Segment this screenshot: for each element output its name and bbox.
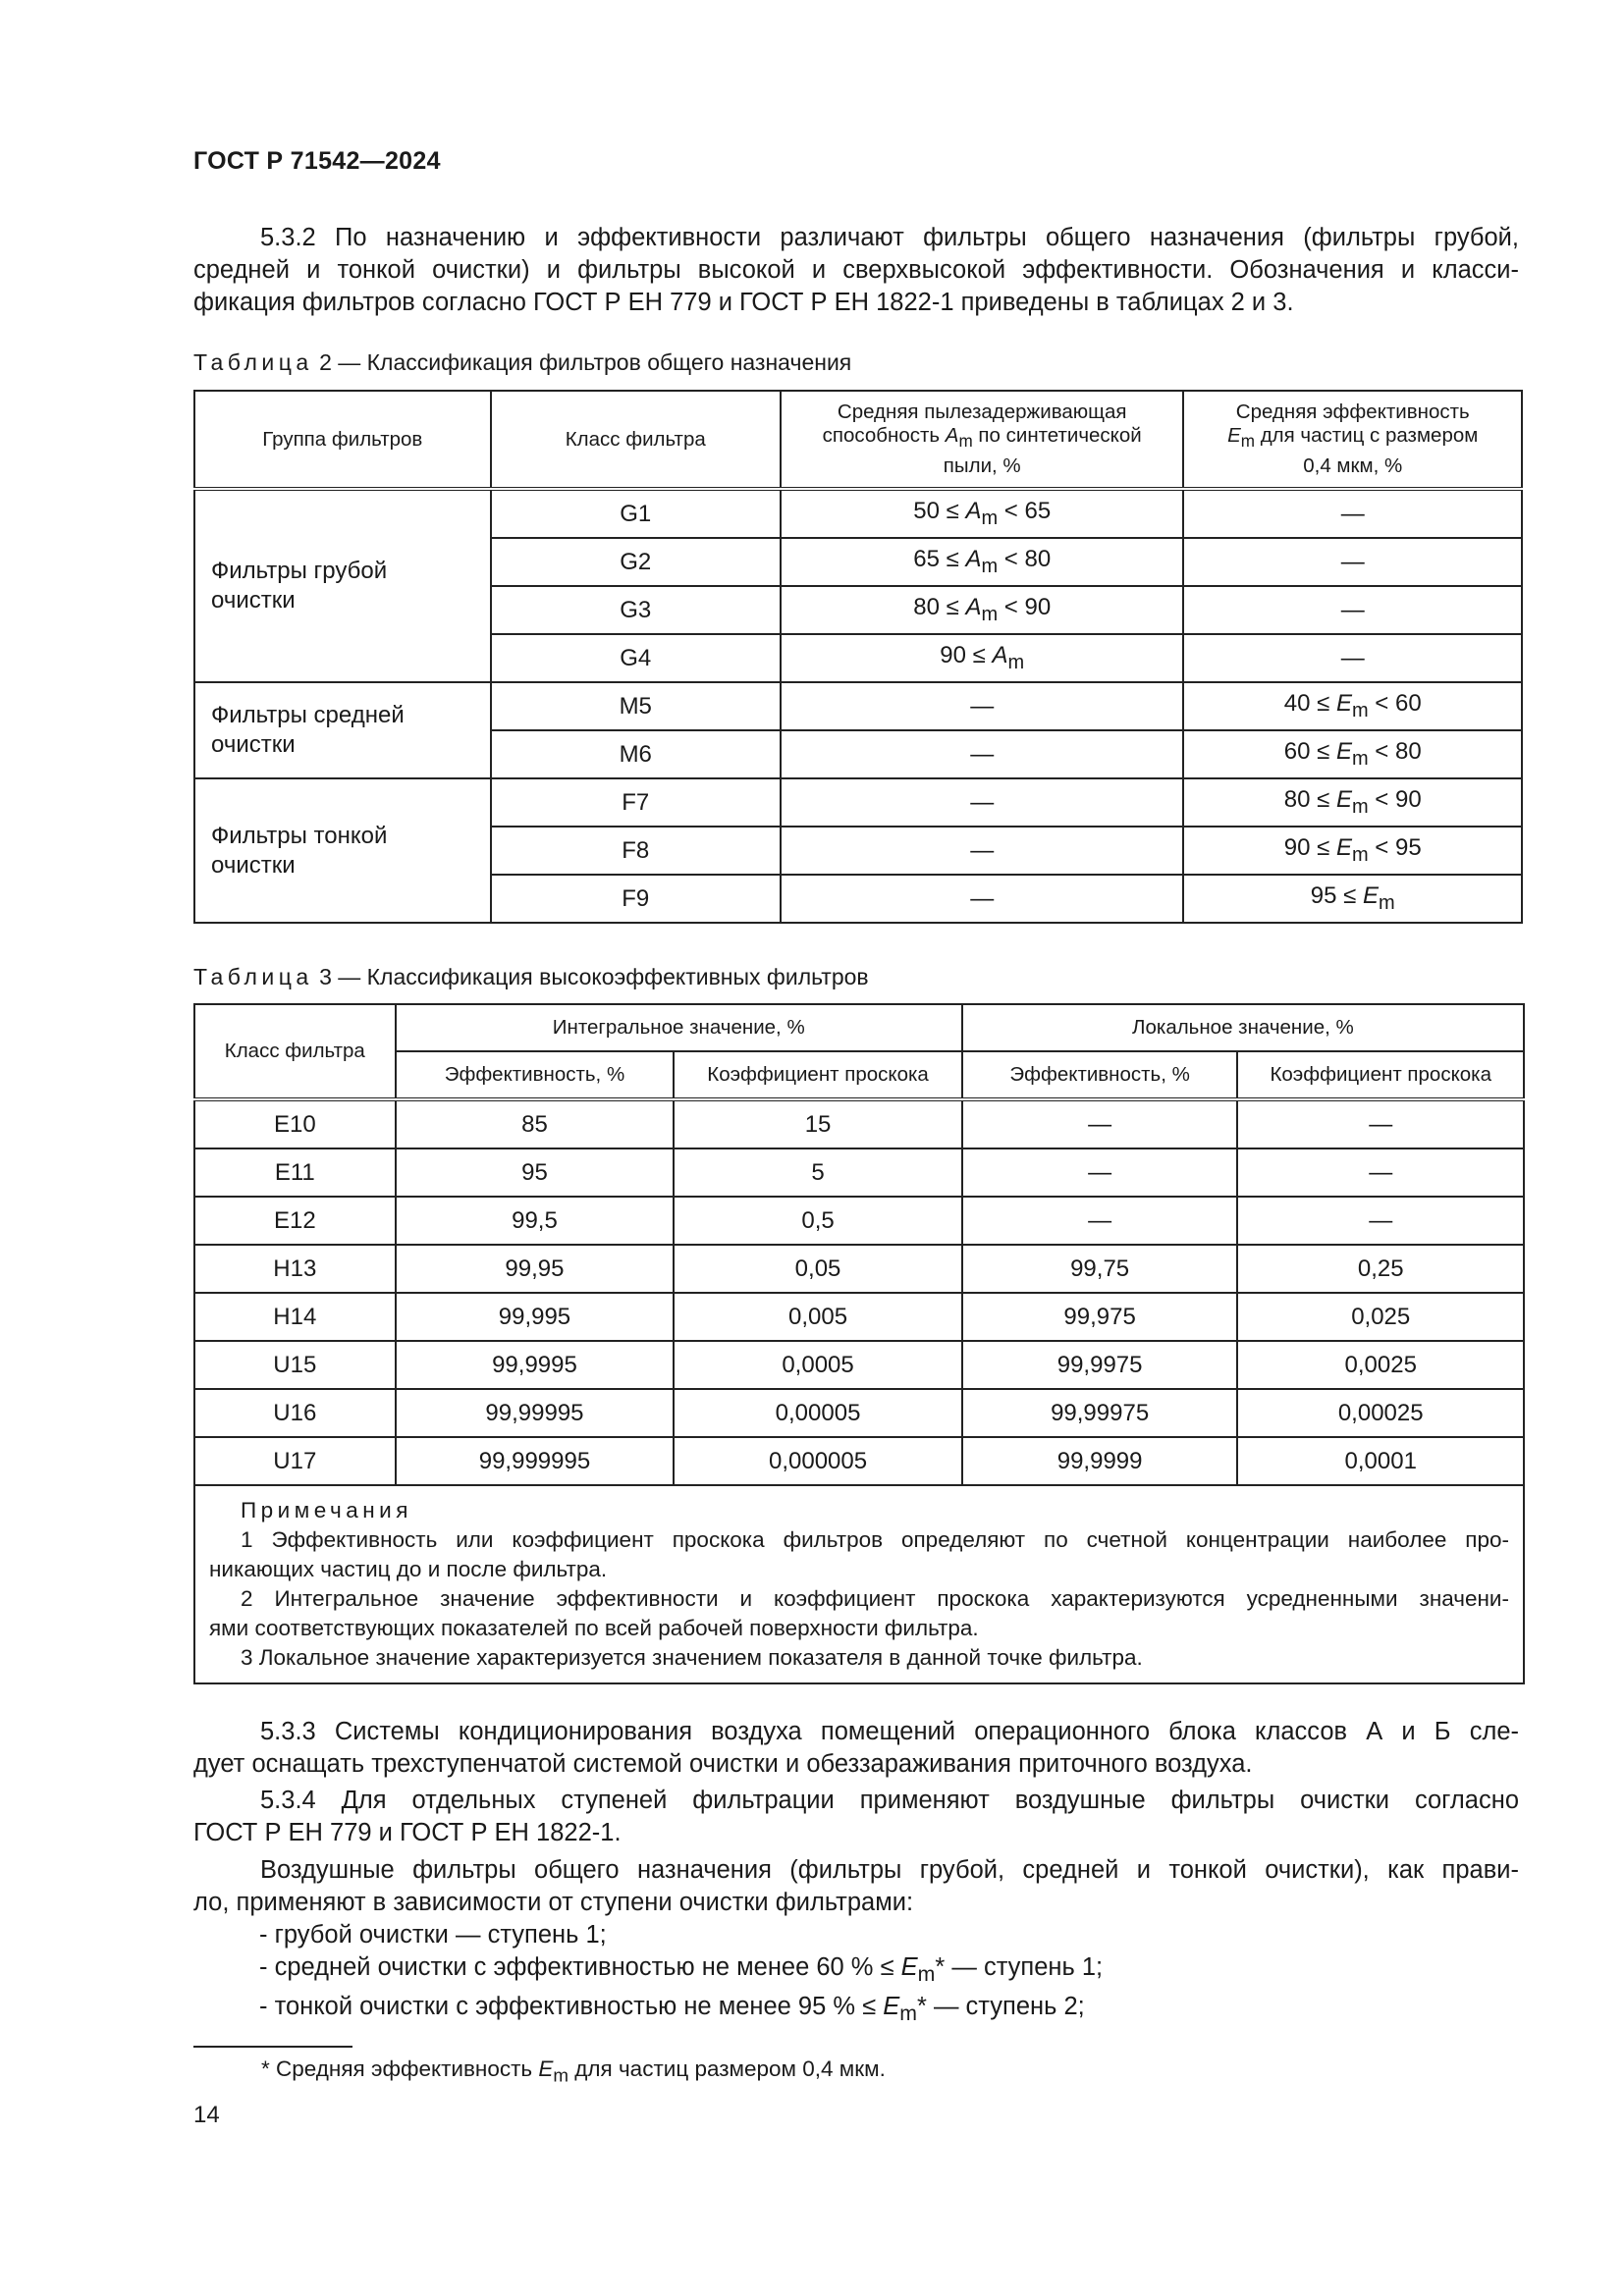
table3-header-integral-eff: Эффективность, % [396,1051,675,1099]
am-cell: $50 \le A_m < 65$ [781,489,1183,538]
value-cell: 0,0005 [674,1341,962,1389]
table3-header-class: Класс фильтра [194,1004,396,1099]
value-cell: 0,05 [674,1245,962,1293]
group-label: очистки [211,587,296,614]
paragraph-general-filters [193,1854,1519,1919]
am-cell: — [781,827,1183,875]
class-cell: G4 [491,634,781,682]
paragraph-5-3-3 [193,1716,1519,1781]
value-cell: 99,5 [396,1197,675,1245]
em-cell: $40 \le E_m < 60$ [1183,682,1522,730]
value-cell: 0,005 [674,1293,962,1341]
em-cell: — [1183,538,1522,586]
paragraph-line: средней и тонкой очистки) и фильтры высокой и сверхвысокой эффективности. Обозначения и класси- [193,256,1519,284]
group-label: Фильтры средней [211,702,405,728]
em-cell: $80 \le E_m < 90$ [1183,778,1522,827]
table-row [194,1148,1524,1197]
table2-header-em [1183,391,1522,489]
header-line: Средняя пылезадерживающая [837,400,1127,424]
value-cell: 0,025 [1237,1293,1524,1341]
value-cell: 5 [674,1148,962,1197]
am-cell: $65 \le A_m < 80$ [781,538,1183,586]
table-row [194,1245,1524,1293]
group-label: очистки [211,851,296,879]
table2-group-fine [194,778,491,923]
table2-group-coarse [194,489,491,682]
table3-header-row [194,1004,1524,1051]
note-line: 1 Эффективность или коэффициент проскока фильтров определяют по счетной концентрации наиболее про- [241,1527,1509,1552]
paragraph-line: 5.3.4 Для отдельных ступеней фильтрации применяют воздушные фильтры очистки согласно [260,1787,1519,1814]
table-row [194,1437,1524,1485]
paragraph-line: Воздушные фильтры общего назначения (фильтры грубой, средней и тонкой очистки), как прави- [260,1856,1519,1884]
list-item: - тонкой очистки с эффективностью не менее 95 % ≤ $E_m*$ — ступень 2; [259,1993,1085,2026]
class-cell: G1 [491,489,781,538]
class-cell: U16 [194,1389,396,1437]
am-cell: — [781,730,1183,778]
class-cell: E12 [194,1197,396,1245]
table3-caption-text: 3 — Классификация высокоэффективных фильтров [319,964,869,989]
paragraph-line: ГОСТ Р ЕН 779 и ГОСТ Р ЕН 1822-1. [193,1819,622,1846]
table3-header-local-eff: Эффективность, % [962,1051,1238,1099]
table-row [194,1293,1524,1341]
group-label: очистки [211,731,296,758]
value-cell: 99,99995 [396,1389,675,1437]
table3-header-local-coef: Коэффициент проскока [1237,1051,1524,1099]
value-cell: 0,25 [1237,1245,1524,1293]
table-row [194,682,1522,730]
value-cell: 99,9995 [396,1341,675,1389]
table3-caption [193,964,869,990]
class-cell: F8 [491,827,781,875]
value-cell: 0,000005 [674,1437,962,1485]
header-line: по синтетической [972,424,1142,448]
table2-caption-word: Таблица [193,349,313,375]
table2-group-medium [194,682,491,778]
value-cell: 0,00025 [1237,1389,1524,1437]
subscript: m [958,432,973,452]
value-cell: — [962,1148,1238,1197]
table2-header-class: Класс фильтра [491,391,781,489]
table-row [194,1341,1524,1389]
value-cell: 99,995 [396,1293,675,1341]
paragraph-line: дует оснащать трехступенчатой системой очистки и обеззараживания приточного воздуха. [193,1750,1253,1778]
em-cell: $60 \le E_m < 80$ [1183,730,1522,778]
class-cell: M5 [491,682,781,730]
table2-caption [193,349,851,376]
table2 [193,390,1523,924]
paragraph-line: фикация фильтров согласно ГОСТ Р ЕН 779 и ГОСТ Р ЕН 1822-1 приведены в таблицах 2 и 3. [193,289,1294,316]
group-label: Фильтры грубой [211,558,388,584]
stage-list [259,1919,1103,2030]
class-cell: F7 [491,778,781,827]
table3 [193,1003,1525,1684]
symbol: E [1227,424,1241,448]
note-line: ями соответствующих показателей по всей рабочей поверхности фильтра. [209,1616,979,1640]
table3-header-integral: Интегральное значение, % [396,1004,962,1051]
value-cell: 99,9975 [962,1341,1238,1389]
table-row [194,1197,1524,1245]
table-row [194,489,1522,538]
value-cell: 99,95 [396,1245,675,1293]
value-cell: 99,999995 [396,1437,675,1485]
table3-notes-row [194,1485,1524,1683]
paragraph-5-3-2 [193,222,1519,319]
table3-header-local: Локальное значение, % [962,1004,1524,1051]
table-row [194,778,1522,827]
value-cell: — [962,1099,1238,1148]
table-row [194,1389,1524,1437]
paragraph-line: 5.3.3 Системы кондиционирования воздуха помещений операционного блока классов А и Б сле- [260,1718,1519,1745]
class-cell: F9 [491,875,781,923]
value-cell: 85 [396,1099,675,1148]
table3-caption-word: Таблица [193,964,313,989]
group-label: Фильтры тонкой [211,822,388,849]
class-cell: E11 [194,1148,396,1197]
table3-header-integral-coef: Коэффициент проскока [674,1051,962,1099]
table2-header-am [781,391,1183,489]
class-cell: H13 [194,1245,396,1293]
value-cell: — [1237,1148,1524,1197]
header-line: пыли, % [943,454,1021,477]
value-cell: 0,00005 [674,1389,962,1437]
table-row [194,1099,1524,1148]
em-cell: — [1183,586,1522,634]
footnote: * Средняя эффективность $E_m$ для частиц размером 0,4 мкм. [261,2056,886,2086]
table2-header-group: Группа фильтров [194,391,491,489]
list-item: - средней очистки с эффективностью не менее 60 % ≤ $E_m*$ — ступень 1; [259,1953,1104,1987]
value-cell: 99,99975 [962,1389,1238,1437]
table2-caption-text: 2 — Классификация фильтров общего назначения [319,349,852,375]
note-line: никающих частиц до и после фильтра. [209,1557,608,1581]
value-cell: 99,75 [962,1245,1238,1293]
header-line: способность [822,424,946,448]
notes-title: Примечания [241,1498,412,1522]
table3-notes [194,1485,1524,1683]
value-cell: 99,975 [962,1293,1238,1341]
am-cell: — [781,778,1183,827]
class-cell: U15 [194,1341,396,1389]
subscript: m [1240,432,1256,452]
value-cell: — [962,1197,1238,1245]
document-header: ГОСТ Р 71542—2024 [193,147,441,175]
class-cell: G2 [491,538,781,586]
em-cell: — [1183,489,1522,538]
header-line: для частиц с размером [1255,424,1479,448]
value-cell: 0,0025 [1237,1341,1524,1389]
note-line: 3 Локальное значение характеризуется значением показателя в данной точке фильтра. [241,1645,1143,1670]
header-line: 0,4 мкм, % [1303,454,1403,477]
class-cell: M6 [491,730,781,778]
em-cell: $90 \le E_m < 95$ [1183,827,1522,875]
value-cell: 95 [396,1148,675,1197]
symbol: A [945,424,959,448]
class-cell: H14 [194,1293,396,1341]
class-cell: E10 [194,1099,396,1148]
value-cell: 0,0001 [1237,1437,1524,1485]
em-cell: — [1183,634,1522,682]
am-cell: — [781,875,1183,923]
note-line: 2 Интегральное значение эффективности и коэффициент проскока характеризуются усредненными значени- [241,1586,1509,1611]
em-cell: $95 \le E_m$ [1183,875,1522,923]
value-cell: 0,5 [674,1197,962,1245]
paragraph-5-3-4 [193,1785,1519,1849]
footnote-divider [193,2046,352,2048]
am-cell: — [781,682,1183,730]
table2-header-row [194,391,1522,489]
am-cell: $80 \le A_m < 90$ [781,586,1183,634]
value-cell: — [1237,1197,1524,1245]
value-cell: — [1237,1099,1524,1148]
list-item: - грубой очистки — ступень 1; [259,1921,607,1949]
header-line: Средняя эффективность [1235,400,1470,424]
paragraph-line: 5.3.2 По назначению и эффективности различают фильтры общего назначения (фильтры грубой, [260,224,1519,251]
value-cell: 99,9999 [962,1437,1238,1485]
value-cell: 15 [674,1099,962,1148]
class-cell: G3 [491,586,781,634]
am-cell: $90 \le A_m$ [781,634,1183,682]
paragraph-line: ло, применяют в зависимости от ступени очистки фильтрами: [193,1889,914,1916]
class-cell: U17 [194,1437,396,1485]
page-number: 14 [193,2102,220,2128]
